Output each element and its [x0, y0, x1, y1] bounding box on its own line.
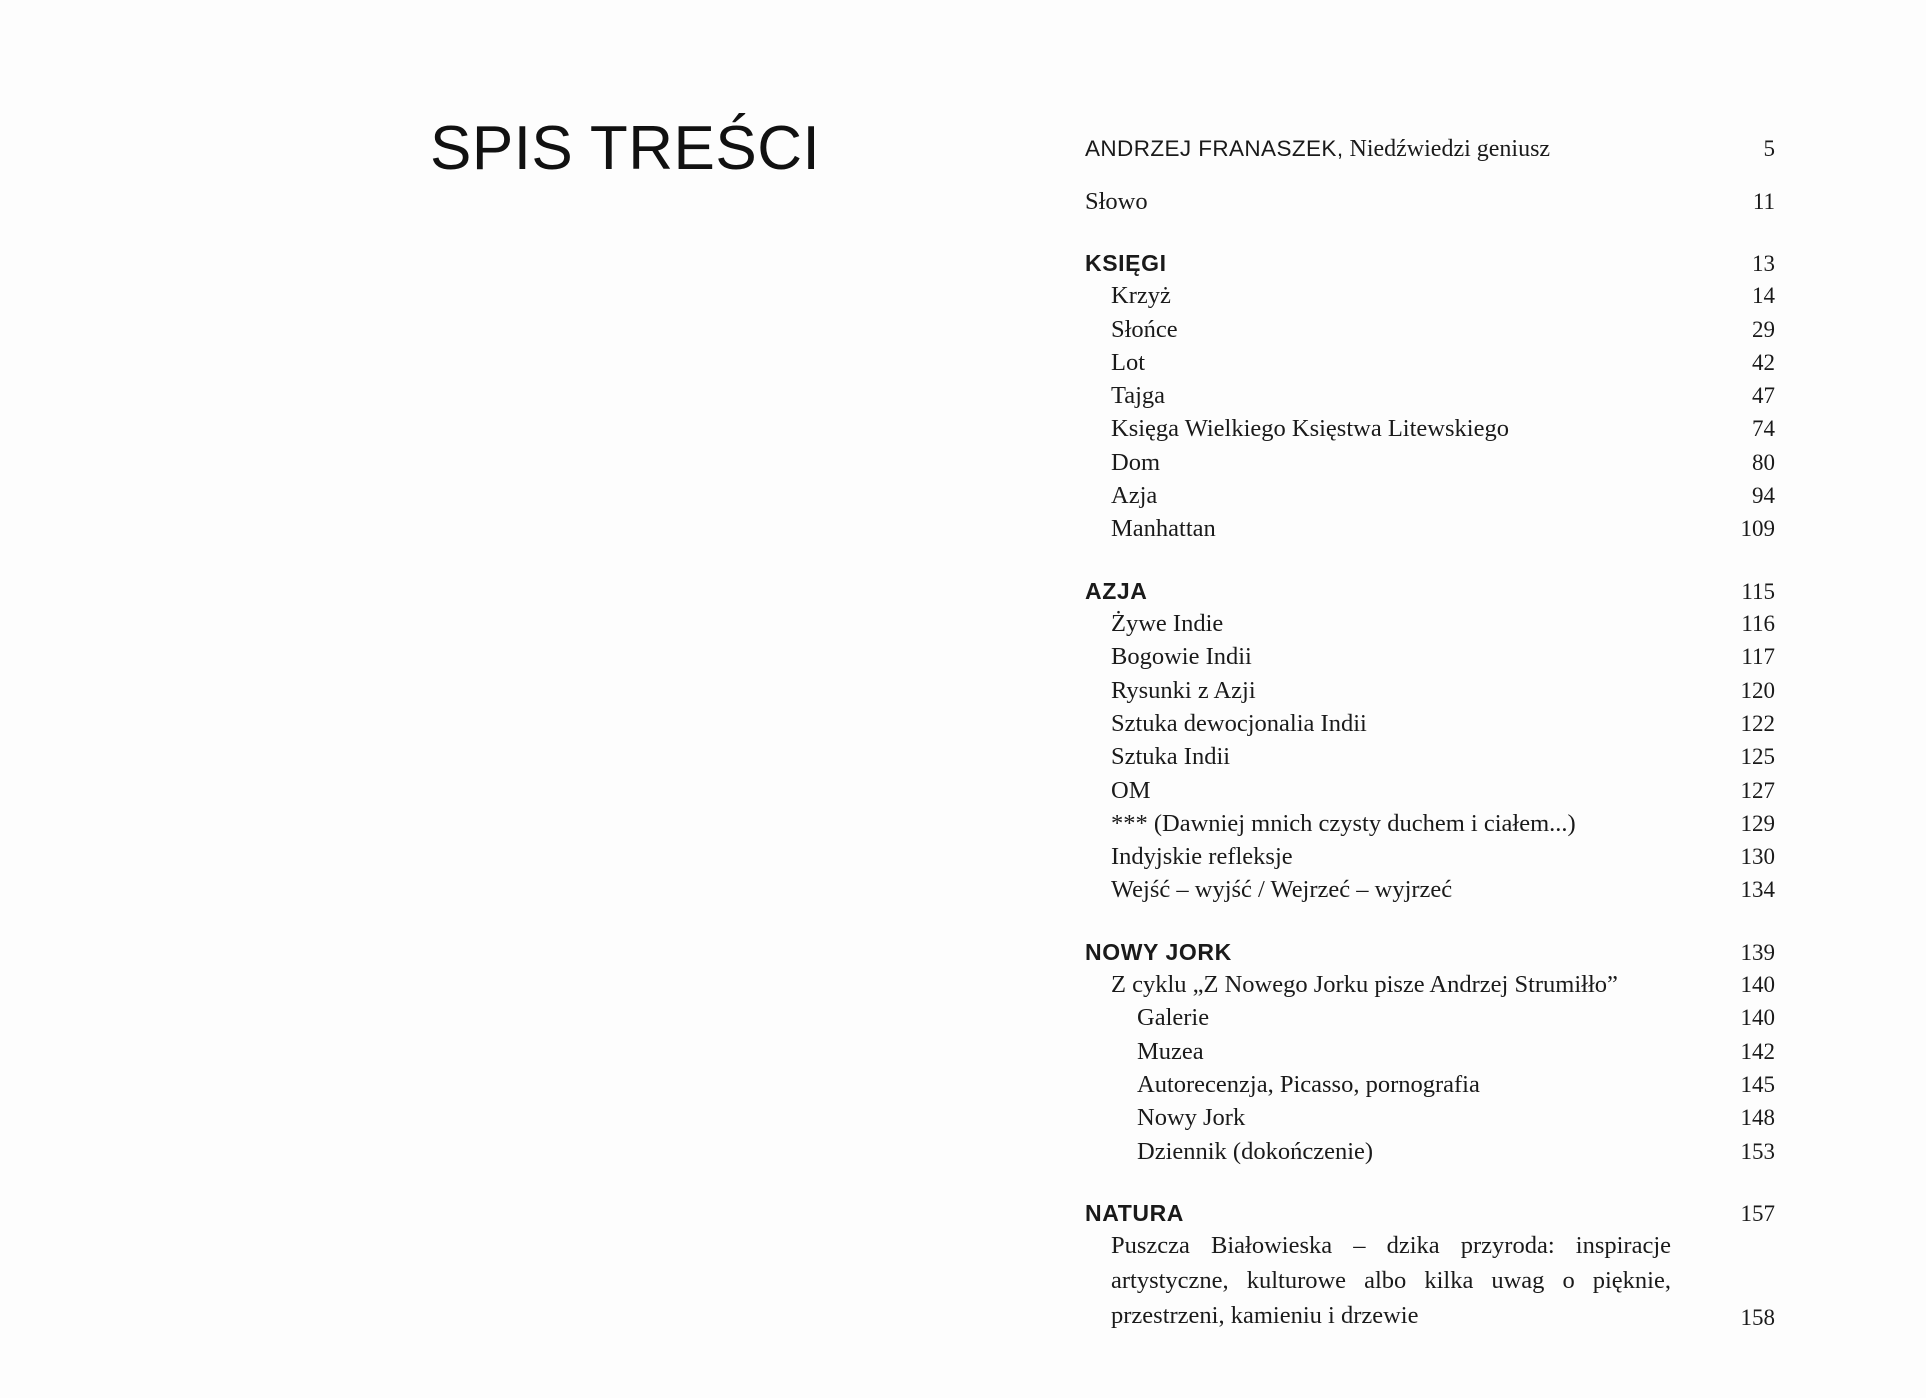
toc-entry-bogowie-indii[interactable]	[1085, 640, 1775, 673]
toc-page-number: 157	[1740, 1200, 1775, 1226]
toc-entry-label: Manhattan	[1111, 515, 1216, 543]
toc-page-number: 29	[1752, 316, 1775, 342]
toc-page-number: 158	[1740, 1305, 1775, 1331]
toc-entry-label: Księga Wielkiego Księstwa Litewskiego	[1111, 415, 1509, 443]
toc-page-number: 127	[1740, 777, 1775, 803]
toc-entry-label: Krzyż	[1111, 282, 1171, 310]
toc-page-number: 14	[1752, 283, 1775, 309]
toc-entry-azja[interactable]	[1085, 479, 1775, 512]
toc-page-number: 148	[1740, 1105, 1775, 1131]
toc-entry-galerie[interactable]	[1085, 1001, 1775, 1034]
toc-section-nowy-jork[interactable]	[1085, 937, 1775, 968]
toc-page-number: 139	[1740, 939, 1775, 965]
toc-entry-lot[interactable]	[1085, 346, 1775, 379]
toc-entry-label: Sztuka Indii	[1111, 743, 1231, 771]
toc-entry-slowo[interactable]	[1085, 185, 1775, 218]
toc-page-number: 116	[1741, 610, 1775, 636]
toc-page-number: 117	[1741, 644, 1775, 670]
toc-entry-label: Indyjskie refleksje	[1111, 843, 1293, 871]
toc-entry-label: Muzea	[1137, 1037, 1204, 1065]
toc-page-number: 129	[1740, 810, 1775, 836]
toc-entry-label: Lot	[1111, 348, 1146, 376]
toc-section-azja[interactable]	[1085, 576, 1775, 607]
toc-page-number: 13	[1752, 250, 1775, 276]
toc-entry-label: *** (Dawniej mnich czysty duchem i ciałem...)	[1111, 809, 1576, 837]
toc-page-number: 11	[1752, 188, 1775, 214]
toc-entry-sztuka-indii[interactable]	[1085, 740, 1775, 773]
toc-entry-wejsc-wyjsc[interactable]	[1085, 873, 1775, 906]
toc-section-natura[interactable]	[1085, 1198, 1775, 1229]
toc-entry-label: Z cyklu „Z Nowego Jorku pisze Andrzej Strumiłło”	[1111, 971, 1618, 999]
toc-entry-label: Autorecenzja, Picasso, pornografia	[1137, 1070, 1480, 1098]
toc-entry-label: Tajga	[1111, 382, 1166, 410]
toc-entry-dom[interactable]	[1085, 446, 1775, 479]
page-title: SPIS TREŚCI	[430, 114, 821, 183]
toc-page-number: 42	[1752, 349, 1775, 375]
toc-entry-sztuka-dewocjonalia-indii[interactable]	[1085, 707, 1775, 740]
toc-entry-ksiega-wielkiego-ksiestwa-litewskiego[interactable]	[1085, 412, 1775, 445]
toc-section-ksiegi[interactable]	[1085, 248, 1775, 279]
toc-entry-slonce[interactable]	[1085, 313, 1775, 346]
toc-entry-label: Dziennik (dokończenie)	[1137, 1137, 1374, 1165]
toc-entry-manhattan[interactable]	[1085, 512, 1775, 545]
toc-entry-label: Słońce	[1111, 315, 1178, 343]
toc-page-number: 125	[1740, 744, 1775, 770]
toc-entry-label: Bogowie Indii	[1111, 643, 1252, 671]
toc-page-number: 140	[1740, 972, 1775, 998]
toc-entry-label: Nowy Jork	[1137, 1104, 1246, 1132]
toc-entry-tajga[interactable]	[1085, 379, 1775, 412]
toc-entry-rysunki-z-azji[interactable]	[1085, 674, 1775, 707]
toc-entry-muzea[interactable]	[1085, 1035, 1775, 1068]
toc-page-number: 74	[1752, 416, 1775, 442]
toc-entry-label: Słowo	[1085, 187, 1148, 215]
toc-page-number: 115	[1741, 578, 1775, 604]
toc-page-number: 140	[1740, 1005, 1775, 1031]
toc-page-number: 120	[1740, 677, 1775, 703]
toc-entry-label: Puszcza Białowieska – dzika przyroda: inspiracje artystyczne, kulturowe albo kilka uwag o pięknie, przestrzeni, kamieniu i drzewie	[1111, 1232, 1671, 1329]
toc-entry-zywe-indie[interactable]	[1085, 607, 1775, 640]
toc-page-number: 134	[1740, 877, 1775, 903]
toc-entry-label	[1085, 132, 1564, 166]
toc-page-number: 122	[1740, 710, 1775, 736]
toc-entry-label: OM	[1111, 776, 1151, 804]
toc-page-number: 145	[1740, 1071, 1775, 1097]
toc-page-number: 153	[1740, 1138, 1775, 1164]
toc-entry-dziennik[interactable]	[1085, 1135, 1775, 1168]
toc-entry-puszcza-bialowieska[interactable]	[1085, 1229, 1775, 1333]
toc-page-number: 80	[1752, 449, 1775, 475]
toc-entry-autorecenzja[interactable]	[1085, 1068, 1775, 1101]
toc-entry-z-cyklu[interactable]	[1085, 968, 1775, 1001]
toc-entry-nowy-jork[interactable]	[1085, 1101, 1775, 1134]
toc-page-number: 130	[1740, 844, 1775, 870]
toc-entry-krzyz[interactable]	[1085, 279, 1775, 312]
toc-entry-label: Azja	[1111, 482, 1158, 510]
toc-entry-dawniej-mnich[interactable]	[1085, 807, 1775, 840]
toc-author-title: Niedźwiedzi geniusz	[1343, 136, 1551, 162]
toc-entry-label: Żywe Indie	[1111, 609, 1224, 637]
toc-entry-author[interactable]	[1085, 132, 1775, 166]
toc-section-label: NATURA	[1085, 1199, 1184, 1226]
toc-page-number: 47	[1752, 383, 1775, 409]
toc-page-number: 109	[1740, 516, 1775, 542]
toc-page-number: 94	[1752, 483, 1775, 509]
title-column	[430, 114, 1030, 183]
toc-entry-om[interactable]	[1085, 774, 1775, 807]
toc-author-name: ANDRZEJ FRANASZEK,	[1085, 136, 1344, 161]
toc-entry-label: Wejść – wyjść / Wejrzeć – wyjrzeć	[1111, 876, 1453, 904]
toc-section-label: AZJA	[1085, 577, 1148, 604]
toc-entry-indyjskie-refleksje[interactable]	[1085, 840, 1775, 873]
toc-entry-label: Sztuka dewocjonalia Indii	[1111, 709, 1367, 737]
toc-section-label: NOWY JORK	[1085, 938, 1232, 965]
toc-section-label: KSIĘGI	[1085, 249, 1167, 276]
table-of-contents	[1085, 132, 1775, 1334]
toc-entry-label: Rysunki z Azji	[1111, 676, 1256, 704]
toc-page-number: 142	[1740, 1038, 1775, 1064]
toc-page-number: 5	[1763, 136, 1775, 161]
toc-entry-label: Dom	[1111, 448, 1160, 476]
toc-entry-label: Galerie	[1137, 1004, 1210, 1032]
